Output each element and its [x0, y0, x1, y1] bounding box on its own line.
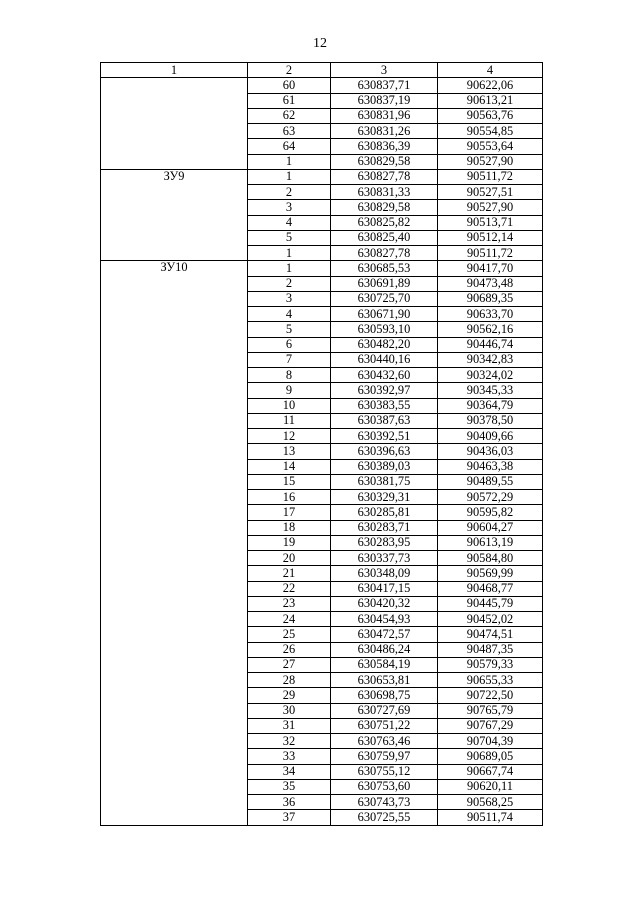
x-coordinate-cell: 630283,95: [331, 535, 438, 550]
point-number-cell: 22: [248, 581, 331, 596]
y-coordinate-cell: 90562,16: [438, 322, 543, 337]
point-number-cell: 7: [248, 352, 331, 367]
point-number-cell: 3: [248, 200, 331, 215]
point-number-cell: 35: [248, 779, 331, 794]
point-number-cell: 18: [248, 520, 331, 535]
y-coordinate-cell: 90452,02: [438, 612, 543, 627]
x-coordinate-cell: 630825,82: [331, 215, 438, 230]
y-coordinate-cell: 90511,72: [438, 246, 543, 261]
x-coordinate-cell: 630381,75: [331, 474, 438, 489]
x-coordinate-cell: 630725,70: [331, 291, 438, 306]
x-coordinate-cell: 630837,19: [331, 93, 438, 108]
y-coordinate-cell: 90474,51: [438, 627, 543, 642]
y-coordinate-cell: 90604,27: [438, 520, 543, 535]
x-coordinate-cell: 630831,26: [331, 124, 438, 139]
x-coordinate-cell: 630829,58: [331, 154, 438, 169]
point-number-cell: 62: [248, 108, 331, 123]
y-coordinate-cell: 90446,74: [438, 337, 543, 352]
header-cell: 2: [248, 63, 331, 78]
y-coordinate-cell: 90489,55: [438, 474, 543, 489]
y-coordinate-cell: 90633,70: [438, 307, 543, 322]
y-coordinate-cell: 90463,38: [438, 459, 543, 474]
y-coordinate-cell: 90568,25: [438, 795, 543, 810]
y-coordinate-cell: 90527,51: [438, 185, 543, 200]
x-coordinate-cell: 630337,73: [331, 551, 438, 566]
x-coordinate-cell: 630827,78: [331, 169, 438, 184]
x-coordinate-cell: 630392,97: [331, 383, 438, 398]
zone-label: ЗУ9: [101, 169, 248, 261]
x-coordinate-cell: 630725,55: [331, 810, 438, 825]
point-number-cell: 3: [248, 291, 331, 306]
point-number-cell: 28: [248, 673, 331, 688]
header-cell: 1: [101, 63, 248, 78]
x-coordinate-cell: 630698,75: [331, 688, 438, 703]
x-coordinate-cell: 630727,69: [331, 703, 438, 718]
x-coordinate-cell: 630831,33: [331, 185, 438, 200]
x-coordinate-cell: 630825,40: [331, 230, 438, 245]
y-coordinate-cell: 90689,05: [438, 749, 543, 764]
y-coordinate-cell: 90584,80: [438, 551, 543, 566]
point-number-cell: 17: [248, 505, 331, 520]
y-coordinate-cell: 90324,02: [438, 368, 543, 383]
point-number-cell: 25: [248, 627, 331, 642]
y-coordinate-cell: 90527,90: [438, 200, 543, 215]
y-coordinate-cell: 90409,66: [438, 429, 543, 444]
point-number-cell: 30: [248, 703, 331, 718]
x-coordinate-cell: 630753,60: [331, 779, 438, 794]
y-coordinate-cell: 90622,06: [438, 78, 543, 93]
point-number-cell: 64: [248, 139, 331, 154]
point-number-cell: 2: [248, 276, 331, 291]
x-coordinate-cell: 630837,71: [331, 78, 438, 93]
x-coordinate-cell: 630759,97: [331, 749, 438, 764]
y-coordinate-cell: 90579,33: [438, 657, 543, 672]
y-coordinate-cell: 90765,79: [438, 703, 543, 718]
point-number-cell: 16: [248, 490, 331, 505]
point-number-cell: 4: [248, 215, 331, 230]
x-coordinate-cell: 630329,31: [331, 490, 438, 505]
x-coordinate-cell: 630751,22: [331, 718, 438, 733]
point-number-cell: 1: [248, 261, 331, 276]
y-coordinate-cell: 90595,82: [438, 505, 543, 520]
point-number-cell: 2: [248, 185, 331, 200]
table-row: [101, 169, 543, 184]
x-coordinate-cell: 630420,32: [331, 596, 438, 611]
point-number-cell: 19: [248, 535, 331, 550]
y-coordinate-cell: 90342,83: [438, 352, 543, 367]
x-coordinate-cell: 630486,24: [331, 642, 438, 657]
x-coordinate-cell: 630387,63: [331, 413, 438, 428]
y-coordinate-cell: 90563,76: [438, 108, 543, 123]
x-coordinate-cell: 630417,15: [331, 581, 438, 596]
y-coordinate-cell: 90473,48: [438, 276, 543, 291]
x-coordinate-cell: 630653,81: [331, 673, 438, 688]
point-number-cell: 9: [248, 383, 331, 398]
x-coordinate-cell: 630454,93: [331, 612, 438, 627]
y-coordinate-cell: 90436,03: [438, 444, 543, 459]
zone-label: ЗУ10: [101, 261, 248, 825]
y-coordinate-cell: 90620,11: [438, 779, 543, 794]
x-coordinate-cell: 630831,96: [331, 108, 438, 123]
point-number-cell: 31: [248, 718, 331, 733]
y-coordinate-cell: 90468,77: [438, 581, 543, 596]
point-number-cell: 21: [248, 566, 331, 581]
x-coordinate-cell: 630836,39: [331, 139, 438, 154]
y-coordinate-cell: 90527,90: [438, 154, 543, 169]
y-coordinate-cell: 90364,79: [438, 398, 543, 413]
zone-label: [101, 78, 248, 170]
y-coordinate-cell: 90613,21: [438, 93, 543, 108]
point-number-cell: 5: [248, 322, 331, 337]
x-coordinate-cell: 630482,20: [331, 337, 438, 352]
x-coordinate-cell: 630743,73: [331, 795, 438, 810]
point-number-cell: 11: [248, 413, 331, 428]
x-coordinate-cell: 630283,71: [331, 520, 438, 535]
x-coordinate-cell: 630584,19: [331, 657, 438, 672]
y-coordinate-cell: 90445,79: [438, 596, 543, 611]
table-header-row: [101, 63, 543, 78]
point-number-cell: 1: [248, 154, 331, 169]
y-coordinate-cell: 90378,50: [438, 413, 543, 428]
point-number-cell: 6: [248, 337, 331, 352]
point-number-cell: 5: [248, 230, 331, 245]
x-coordinate-cell: 630432,60: [331, 368, 438, 383]
y-coordinate-cell: 90569,99: [438, 566, 543, 581]
x-coordinate-cell: 630392,51: [331, 429, 438, 444]
point-number-cell: 14: [248, 459, 331, 474]
point-number-cell: 29: [248, 688, 331, 703]
point-number-cell: 32: [248, 734, 331, 749]
x-coordinate-cell: 630285,81: [331, 505, 438, 520]
x-coordinate-cell: 630685,53: [331, 261, 438, 276]
x-coordinate-cell: 630348,09: [331, 566, 438, 581]
y-coordinate-cell: 90689,35: [438, 291, 543, 306]
x-coordinate-cell: 630755,12: [331, 764, 438, 779]
x-coordinate-cell: 630829,58: [331, 200, 438, 215]
point-number-cell: 20: [248, 551, 331, 566]
coordinates-table: [100, 62, 543, 826]
table-row: [101, 78, 543, 93]
point-number-cell: 4: [248, 307, 331, 322]
y-coordinate-cell: 90572,29: [438, 490, 543, 505]
point-number-cell: 10: [248, 398, 331, 413]
point-number-cell: 23: [248, 596, 331, 611]
y-coordinate-cell: 90513,71: [438, 215, 543, 230]
x-coordinate-cell: 630383,55: [331, 398, 438, 413]
y-coordinate-cell: 90613,19: [438, 535, 543, 550]
header-cell: 3: [331, 63, 438, 78]
y-coordinate-cell: 90511,74: [438, 810, 543, 825]
x-coordinate-cell: 630593,10: [331, 322, 438, 337]
y-coordinate-cell: 90417,70: [438, 261, 543, 276]
x-coordinate-cell: 630763,46: [331, 734, 438, 749]
y-coordinate-cell: 90722,50: [438, 688, 543, 703]
point-number-cell: 36: [248, 795, 331, 810]
x-coordinate-cell: 630440,16: [331, 352, 438, 367]
x-coordinate-cell: 630396,63: [331, 444, 438, 459]
x-coordinate-cell: 630671,90: [331, 307, 438, 322]
x-coordinate-cell: 630472,57: [331, 627, 438, 642]
point-number-cell: 27: [248, 657, 331, 672]
x-coordinate-cell: 630827,78: [331, 246, 438, 261]
point-number-cell: 34: [248, 764, 331, 779]
point-number-cell: 26: [248, 642, 331, 657]
y-coordinate-cell: 90512,14: [438, 230, 543, 245]
y-coordinate-cell: 90345,33: [438, 383, 543, 398]
y-coordinate-cell: 90487,35: [438, 642, 543, 657]
point-number-cell: 24: [248, 612, 331, 627]
x-coordinate-cell: 630691,89: [331, 276, 438, 291]
point-number-cell: 37: [248, 810, 331, 825]
y-coordinate-cell: 90704,39: [438, 734, 543, 749]
point-number-cell: 60: [248, 78, 331, 93]
y-coordinate-cell: 90553,64: [438, 139, 543, 154]
point-number-cell: 63: [248, 124, 331, 139]
header-cell: 4: [438, 63, 543, 78]
point-number-cell: 33: [248, 749, 331, 764]
table-body: [101, 78, 543, 825]
x-coordinate-cell: 630389,03: [331, 459, 438, 474]
y-coordinate-cell: 90511,72: [438, 169, 543, 184]
point-number-cell: 12: [248, 429, 331, 444]
y-coordinate-cell: 90767,29: [438, 718, 543, 733]
point-number-cell: 13: [248, 444, 331, 459]
y-coordinate-cell: 90667,74: [438, 764, 543, 779]
point-number-cell: 8: [248, 368, 331, 383]
point-number-cell: 1: [248, 246, 331, 261]
y-coordinate-cell: 90655,33: [438, 673, 543, 688]
page-number: 12: [313, 36, 327, 51]
point-number-cell: 1: [248, 169, 331, 184]
point-number-cell: 15: [248, 474, 331, 489]
table-row: [101, 261, 543, 276]
point-number-cell: 61: [248, 93, 331, 108]
y-coordinate-cell: 90554,85: [438, 124, 543, 139]
